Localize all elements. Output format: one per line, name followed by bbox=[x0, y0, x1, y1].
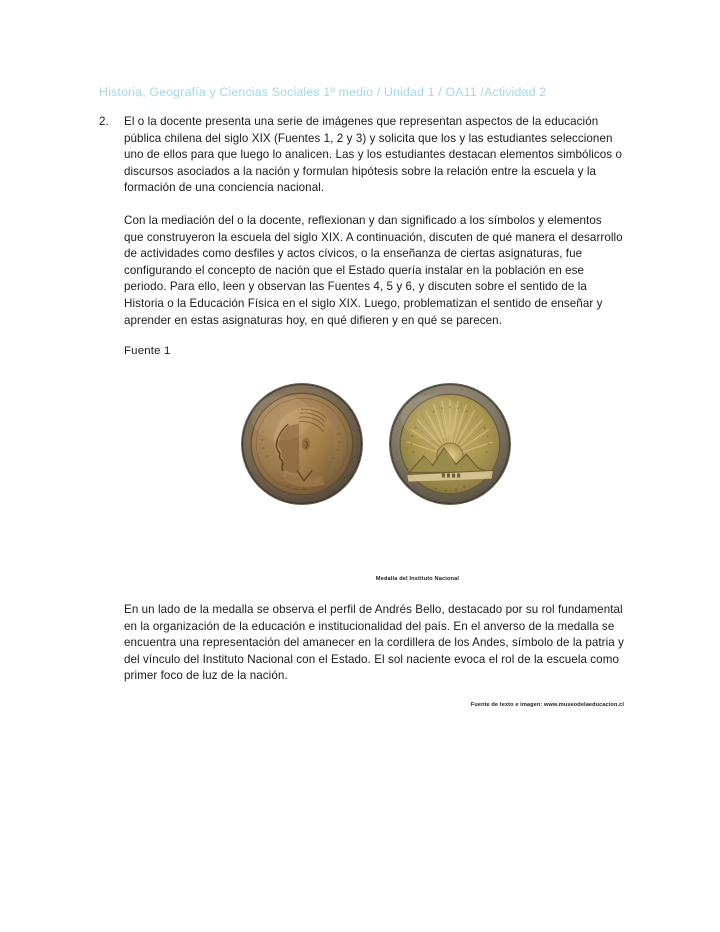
activity-paragraph-2: Con la mediación del o la docente, reflexionan y dan significado a los símbolos y elementos que construyeron la escuela del siglo XIX. A continuación, discuten de qué manera el desarrollo de actividades como desfiles y actos cívicos, o la enseñanza de ciertas asignaturas, fue configurando el concepto de nación que el Estado quería instalar en la población en ese periodo. Para ello, leen y observan las Fuentes 4, 5 y 6, y discuten sobre el sentido de la Historia o la Educación Física en el siglo XIX. Luego, problematizan el sentido de enseñar y aprender en estas asignaturas hoy, en qué difieren y en qué se parecen. bbox=[124, 213, 623, 327]
source-label: Fuente 1 bbox=[124, 345, 171, 357]
breadcrumb: Historia, Geografía y Ciencias Sociales 1º medio / Unidad 1 / OA11 /Actividad 2 bbox=[99, 85, 547, 99]
medal-reverse-sunrise-andes-icon bbox=[389, 383, 511, 505]
source-description: En un lado de la medalla se observa el perfil de Andrés Bello, destacado por su rol fundamental en la organización de la educación e institucionalidad del país. En el anverso de la medalla se encuentra una representación del amanecer en la cordillera de los Andes, símbolo de la patria y del vínculo del Instituto Nacional con el Estado. El sol naciente evoca el rol de la escuela como primer foco de luz de la nación. bbox=[124, 603, 624, 683]
activity-row bbox=[99, 114, 624, 329]
activity-paragraph-1: El o la docente presenta una serie de imágenes que representan aspectos de la educación pública chilena del siglo XIX (Fuentes 1, 2 y 3) y solicita que los y las estudiantes seleccionen uno de ellos para que luego lo analicen. Las y los estudiantes destacan elementos simbólicos o discursos asociados a la nación y formulan hipótesis sobre la relación entre la escuela y la formación de una conciencia nacional. bbox=[124, 115, 622, 195]
source-credit: Fuente de texto e imagen: www.museodelaeducacion.cl bbox=[470, 702, 624, 708]
medal-images bbox=[99, 375, 624, 590]
activity-body bbox=[124, 114, 624, 329]
activity-number: 2. bbox=[99, 115, 109, 128]
source-figure bbox=[99, 375, 624, 590]
source-description-block bbox=[124, 602, 624, 685]
medal-obverse-andres-bello-icon bbox=[241, 383, 363, 505]
activity-block bbox=[99, 114, 624, 329]
figure-caption: Medalla del Instituto Nacional bbox=[375, 576, 460, 582]
